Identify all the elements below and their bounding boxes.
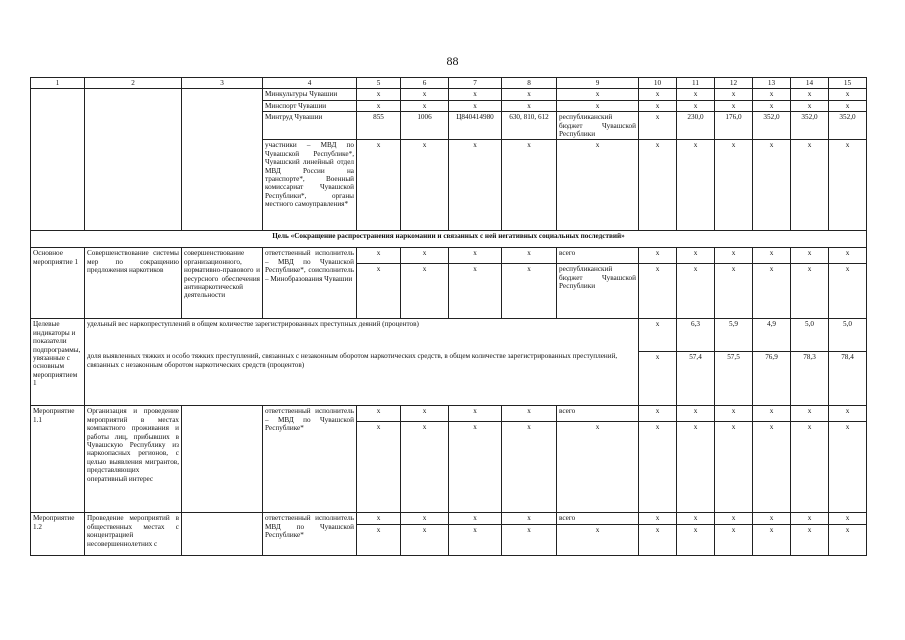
table-cell: х	[677, 140, 715, 231]
col-header: 7	[449, 78, 502, 89]
event-task: совершенствование организационного, нормативно-правового и ресурсного обеспечения антинаркотической деятельности	[182, 248, 263, 319]
col-header: 5	[357, 78, 401, 89]
table-cell: х	[639, 524, 677, 555]
table-cell: х	[401, 248, 449, 264]
funding-source-cell: республиканский бюджет Чувашской Республики	[557, 264, 639, 319]
table-cell: Ц840414980	[449, 112, 502, 140]
table-cell: х	[639, 89, 677, 100]
indicator-row	[31, 319, 867, 351]
table-cell: 855	[357, 112, 401, 140]
col-header: 1	[31, 78, 85, 89]
table-cell: х	[557, 100, 639, 111]
table-cell: х	[715, 89, 753, 100]
table-cell: х	[502, 406, 557, 422]
indicator-value: 4,9	[753, 319, 791, 351]
table-cell: х	[715, 524, 753, 555]
program-table	[30, 77, 867, 556]
table-cell: х	[449, 524, 502, 555]
table-cell: х	[715, 422, 753, 513]
table-cell: х	[791, 248, 829, 264]
table-cell: х	[639, 248, 677, 264]
table-cell: х	[791, 513, 829, 524]
table-row	[31, 513, 867, 524]
indicator-value: 78,4	[829, 351, 867, 406]
executor-cell: Минкультуры Чувашии	[263, 89, 357, 100]
table-cell: х	[753, 513, 791, 524]
table-cell: х	[557, 89, 639, 100]
table-cell: х	[791, 406, 829, 422]
table-cell: х	[449, 248, 502, 264]
funding-source-cell: всего	[557, 248, 639, 264]
empty-cell	[182, 513, 263, 555]
table-cell: х	[753, 248, 791, 264]
table-cell: х	[502, 140, 557, 231]
table-row	[31, 406, 867, 422]
table-cell: х	[357, 100, 401, 111]
col-header: 2	[85, 78, 182, 89]
table-cell: 352,0	[829, 112, 867, 140]
table-cell: х	[502, 524, 557, 555]
table-cell: х	[449, 264, 502, 319]
table-cell: х	[502, 513, 557, 524]
table-cell: х	[753, 406, 791, 422]
table-cell: х	[753, 422, 791, 513]
empty-cell	[182, 406, 263, 513]
table-row	[31, 248, 867, 264]
col-header: 15	[829, 78, 867, 89]
indicator-value: 5,9	[715, 319, 753, 351]
table-cell: х	[449, 422, 502, 513]
indicator-value: 57,5	[715, 351, 753, 406]
table-cell: х	[639, 264, 677, 319]
table-cell: х	[715, 513, 753, 524]
executor-cell: участники – МВД по Чувашской Республике*, Чувашский линейный отдел МВД России на транспорте*, Военный комиссариат Чувашской Республики*, органы местного самоуправления*	[263, 140, 357, 231]
table-cell: х	[753, 264, 791, 319]
table-cell: х	[502, 100, 557, 111]
indicator-value: 57,4	[677, 351, 715, 406]
event-responsible: ответственный исполнитель – МВД по Чувашской Республике*, соисполнитель – Минобразования Чувашии	[263, 248, 357, 319]
indicator-row	[31, 351, 867, 406]
table-cell: х	[357, 406, 401, 422]
table-cell: х	[639, 140, 677, 231]
table-cell: х	[502, 264, 557, 319]
col-header: 8	[502, 78, 557, 89]
table-cell: х	[715, 248, 753, 264]
table-cell: х	[557, 422, 639, 513]
table-cell: 230,0	[677, 112, 715, 140]
table-cell: х	[401, 406, 449, 422]
table-cell: 176,0	[715, 112, 753, 140]
table-cell: х	[791, 100, 829, 111]
table-cell: х	[829, 140, 867, 231]
table-cell: х	[502, 89, 557, 100]
table-row	[31, 89, 867, 100]
table-cell: х	[829, 422, 867, 513]
event-name: Проведение мероприятий в общественных местах с концентрацией несовершеннолетних с	[85, 513, 182, 555]
indicator-text: удельный вес наркопреступлений в общем количестве зарегистрированных преступных деяний (процентов)	[85, 319, 639, 351]
table-cell: х	[829, 89, 867, 100]
table-cell: х	[753, 89, 791, 100]
funding-source-cell: всего	[557, 406, 639, 422]
table-cell: 352,0	[791, 112, 829, 140]
page-number: 88	[446, 54, 459, 68]
table-cell: х	[791, 140, 829, 231]
table-cell: х	[677, 89, 715, 100]
table-cell: х	[715, 264, 753, 319]
funding-source-cell: республиканский бюджет Чувашской Республики	[557, 112, 639, 140]
table-cell: х	[502, 422, 557, 513]
col-header: 12	[715, 78, 753, 89]
table-cell: х	[829, 100, 867, 111]
table-cell: х	[401, 422, 449, 513]
table-cell: х	[449, 89, 502, 100]
event-responsible: ответственный исполнитель МВД по Чувашской Республике*	[263, 513, 357, 555]
table-cell: х	[502, 248, 557, 264]
table-cell: х	[401, 264, 449, 319]
executor-cell: Минтруд Чувашии	[263, 112, 357, 140]
indicator-value: 5,0	[791, 319, 829, 351]
col-header: 13	[753, 78, 791, 89]
table-cell: х	[401, 513, 449, 524]
event-responsible: ответственный исполнитель – МВД по Чувашской Республике*	[263, 406, 357, 513]
table-cell: х	[715, 100, 753, 111]
indicator-value: 5,0	[829, 319, 867, 351]
table-cell: х	[715, 406, 753, 422]
table-cell: 1006	[401, 112, 449, 140]
table-cell: х	[639, 422, 677, 513]
indicator-text: доля выявленных тяжких и особо тяжких преступлений, связанных с незаконным оборотом наркотических средств, в общем количестве зарегистрированных преступлений, связанных с незаконным оборотом наркотических средств (процентов)	[85, 351, 639, 406]
table-cell: х	[829, 248, 867, 264]
col-header: 10	[639, 78, 677, 89]
table-cell: х	[357, 422, 401, 513]
table-cell: х	[829, 406, 867, 422]
table-cell: х	[791, 89, 829, 100]
table-cell: х	[791, 264, 829, 319]
table-cell: х	[829, 524, 867, 555]
table-cell: х	[753, 100, 791, 111]
table-cell: х	[449, 140, 502, 231]
table-cell: х	[401, 89, 449, 100]
goal-heading: Цель «Сокращение распространения наркомании и связанных с ней негативных социальных последствий»	[31, 231, 867, 248]
table-cell: х	[753, 140, 791, 231]
table-cell: х	[401, 524, 449, 555]
event-name: Совершенствование системы мер по сокращению предложения наркотиков	[85, 248, 182, 319]
event-label: Мероприятие 1.2	[31, 513, 85, 555]
col-header: 9	[557, 78, 639, 89]
table-cell: х	[677, 248, 715, 264]
table-cell: х	[677, 422, 715, 513]
indicator-value: 78,3	[791, 351, 829, 406]
table-cell: х	[449, 100, 502, 111]
funding-source-cell: всего	[557, 513, 639, 524]
column-number-row	[31, 78, 867, 89]
goal-row	[31, 231, 867, 248]
table-cell: х	[449, 406, 502, 422]
table-cell: х	[677, 264, 715, 319]
table-cell: х	[829, 264, 867, 319]
table-cell: х	[357, 248, 401, 264]
table-cell: х	[401, 100, 449, 111]
table-cell: х	[829, 513, 867, 524]
col-header: 11	[677, 78, 715, 89]
table-cell: х	[639, 513, 677, 524]
table-cell: х	[677, 524, 715, 555]
table-cell: х	[753, 524, 791, 555]
table-cell: х	[401, 140, 449, 231]
executor-cell: Минспорт Чувашии	[263, 100, 357, 111]
table-cell: х	[791, 524, 829, 555]
indicators-label: Целевые индикаторы и показатели подпрограммы, увязанные с основным мероприятием 1	[31, 319, 85, 406]
table-cell: х	[557, 140, 639, 231]
table-cell: 630, 810, 612	[502, 112, 557, 140]
event-label: Основное мероприятие 1	[31, 248, 85, 319]
table-cell: х	[791, 422, 829, 513]
table-cell: х	[639, 100, 677, 111]
table-cell: х	[357, 513, 401, 524]
table-cell: х	[639, 112, 677, 140]
empty-cell	[85, 89, 182, 231]
table-cell: х	[677, 406, 715, 422]
table-cell: х	[449, 513, 502, 524]
table-cell: х	[357, 264, 401, 319]
indicator-value: 6,3	[677, 319, 715, 351]
table-cell: х	[357, 89, 401, 100]
event-label: Мероприятие 1.1	[31, 406, 85, 513]
col-header: 6	[401, 78, 449, 89]
col-header: 4	[263, 78, 357, 89]
table-cell: х	[357, 140, 401, 231]
table-cell: х	[715, 140, 753, 231]
col-header: 3	[182, 78, 263, 89]
table-cell: х	[639, 319, 677, 351]
event-name: Организация и проведение мероприятий в местах компактного проживания и работы лиц, прибывших в Чувашскую Республику из наркоопасных регионов, с целью выявления мигрантов, представляющих оперативный интерес	[85, 406, 182, 513]
table-cell: х	[357, 524, 401, 555]
indicator-value: 76,9	[753, 351, 791, 406]
empty-cell	[182, 89, 263, 231]
table-cell: х	[677, 100, 715, 111]
table-cell: х	[639, 351, 677, 406]
table-cell: х	[557, 524, 639, 555]
table-cell: 352,0	[753, 112, 791, 140]
table-cell: х	[677, 513, 715, 524]
table-cell: х	[639, 406, 677, 422]
empty-cell	[31, 89, 85, 231]
col-header: 14	[791, 78, 829, 89]
